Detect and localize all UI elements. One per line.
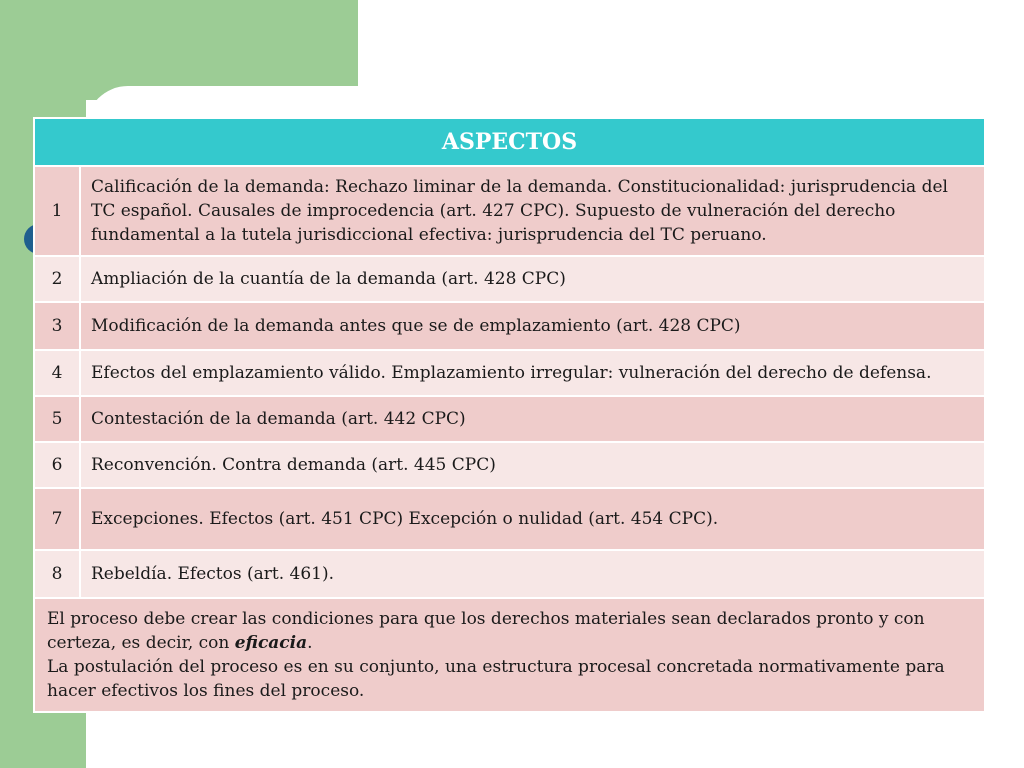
row-text: Modificación de la demanda antes que se de emplazamiento (art. 428 CPC) [80,302,985,350]
footer-emphasis: eficacia [234,633,308,653]
footer-note [34,598,985,712]
row-number: 3 [34,302,80,350]
row-number: 4 [34,350,80,396]
table-footer-row [34,598,985,712]
background-green-block [0,0,358,100]
row-number: 7 [34,488,80,550]
row-number: 8 [34,550,80,598]
table-row [34,488,985,550]
footer-paragraph-2: La postulación del proceso es en su conjunto, una estructura procesal concretada normativamente para hacer efectivos los fines del proceso. [47,657,945,701]
table-row [34,396,985,442]
table-row [34,302,985,350]
row-text: Reconvención. Contra demanda (art. 445 CPC) [80,442,985,488]
footer-paragraph-1 [47,607,972,655]
table-header: ASPECTOS [34,118,985,166]
footer-text-start: El proceso debe crear las condiciones para que los derechos materiales sean declarados pronto y con certeza, es decir, con [47,609,925,653]
table-header-row [34,118,985,166]
row-text: Excepciones. Efectos (art. 451 CPC) Excepción o nulidad (art. 454 CPC). [80,488,985,550]
table-row [34,442,985,488]
aspects-table [33,117,986,713]
row-number: 2 [34,256,80,302]
row-text: Ampliación de la cuantía de la demanda (art. 428 CPC) [80,256,985,302]
row-number: 5 [34,396,80,442]
row-number: 6 [34,442,80,488]
row-text: Rebeldía. Efectos (art. 461). [80,550,985,598]
row-text: Calificación de la demanda: Rechazo liminar de la demanda. Constitucionalidad: jurisprudencia del TC español. Causales de improcedencia (art. 427 CPC). Supuesto de vulneración del derecho fundamental a la tutela jurisdiccional efectiva: jurisprudencia del TC peruano. [80,166,985,256]
table-row [34,350,985,396]
footer-text-end: . [307,633,313,653]
table-row [34,550,985,598]
row-text: Efectos del emplazamiento válido. Emplazamiento irregular: vulneración del derecho de defensa. [80,350,985,396]
row-number: 1 [34,166,80,256]
table-row [34,256,985,302]
table-row [34,166,985,256]
row-text: Contestación de la demanda (art. 442 CPC) [80,396,985,442]
